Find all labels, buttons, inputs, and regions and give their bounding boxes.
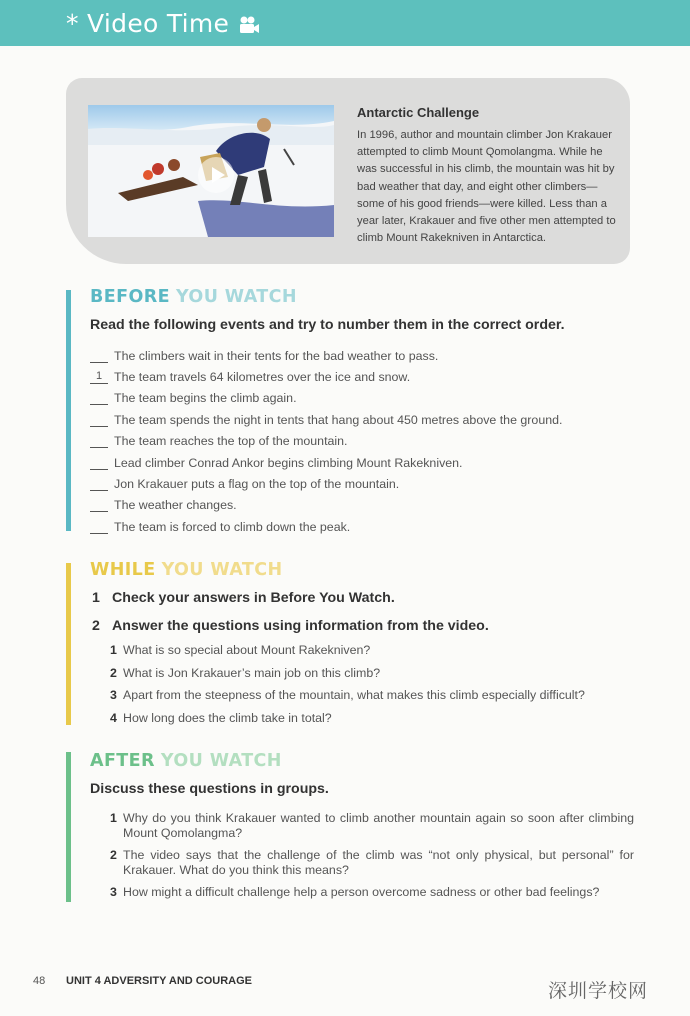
while-questions xyxy=(110,643,585,734)
event-text: The team is forced to climb down the peak. xyxy=(114,519,351,534)
after-section-title xyxy=(90,751,282,771)
unit-label: UNIT 4 ADVERSITY AND COURAGE xyxy=(66,975,253,987)
event-item xyxy=(90,516,562,537)
event-text: The climbers wait in their tents for the bad weather to pass. xyxy=(114,348,439,363)
header-title-wrap xyxy=(66,9,261,38)
question-number: 3 xyxy=(110,688,117,703)
event-item xyxy=(90,431,562,452)
card-body: In 1996, author and mountain climber Jon Krakauer attempted to climb Mount Qomolangma. While he was successful in his climb, the mountain was hit by bad weather that day, and eight other climbers—some of his good friends—were killed. Less than a year later, Krakauer and five other men attempted to climb Mount Rakekniven in Antarctica. xyxy=(357,129,616,245)
watermark: 深圳学校网 xyxy=(548,980,649,1002)
answer-blank[interactable] xyxy=(90,456,108,470)
page-number: 48 xyxy=(33,975,46,987)
event-item xyxy=(90,495,562,516)
event-item xyxy=(90,366,562,387)
header-title: * Video Time xyxy=(66,9,230,38)
question-number: 4 xyxy=(110,711,117,726)
answer-blank[interactable] xyxy=(90,477,108,491)
question-text: Apart from the steepness of the mountain, what makes this climb especially difficult? xyxy=(123,688,585,703)
event-text: The weather changes. xyxy=(114,498,237,513)
before-title-word1: BEFORE xyxy=(90,287,170,307)
step-number: 2 xyxy=(92,618,100,634)
event-text: The team spends the night in tents that hang about 450 metres above the ground. xyxy=(114,412,563,427)
card-title: Antarctic Challenge xyxy=(357,105,480,120)
before-section-title xyxy=(90,287,297,307)
question-item xyxy=(110,711,585,734)
while-section-title xyxy=(90,560,283,580)
video-camera-icon xyxy=(237,13,261,35)
before-section-bar xyxy=(66,290,71,531)
question-item xyxy=(110,643,585,666)
question-item xyxy=(110,885,634,900)
question-item xyxy=(110,688,585,711)
while-step xyxy=(92,618,489,634)
event-item xyxy=(90,409,562,430)
answer-blank[interactable] xyxy=(90,391,108,405)
section-header xyxy=(0,0,690,46)
event-text: Jon Krakauer puts a flag on the top of the mountain. xyxy=(114,477,400,492)
event-item xyxy=(90,452,562,473)
after-section-bar xyxy=(66,752,71,902)
before-title-word2: YOU WATCH xyxy=(175,287,297,307)
answer-blank[interactable] xyxy=(90,349,108,363)
event-item xyxy=(90,388,562,409)
step-text: Check your answers in Before You Watch. xyxy=(112,590,395,606)
question-number: 2 xyxy=(110,665,117,680)
answer-blank[interactable] xyxy=(90,498,108,512)
step-number: 1 xyxy=(92,590,100,606)
while-section-bar xyxy=(66,563,71,725)
answer-blank[interactable]: 1 xyxy=(90,370,108,384)
answer-blank[interactable] xyxy=(90,413,108,427)
question-item xyxy=(110,666,585,689)
while-title-word1: WHILE xyxy=(90,560,156,580)
events-list xyxy=(90,345,562,538)
question-number: 1 xyxy=(110,643,117,657)
question-text: The video says that the challenge of the climb was “not only physical, but personal” for Krakauer. What do you think this means? xyxy=(123,848,634,877)
question-item xyxy=(110,811,634,841)
after-questions xyxy=(110,811,634,900)
question-number: 3 xyxy=(110,885,117,899)
after-instruction: Discuss these questions in groups. xyxy=(90,781,329,797)
after-title-word2: YOU WATCH xyxy=(160,751,282,771)
after-title-word1: AFTER xyxy=(90,751,155,771)
before-instruction: Read the following events and try to number them in the correct order. xyxy=(90,317,565,333)
question-text: How might a difficult challenge help a person overcome sadness or other bad feelings? xyxy=(123,885,600,899)
event-text: Lead climber Conrad Ankor begins climbing Mount Rakekniven. xyxy=(114,455,463,470)
question-text: How long does the climb take in total? xyxy=(123,711,332,726)
play-button[interactable] xyxy=(198,157,234,193)
question-text: What is Jon Krakauer’s main job on this climb? xyxy=(123,665,381,680)
while-step xyxy=(92,590,395,606)
question-text: Why do you think Krakauer wanted to climb another mountain again so soon after climbing Mount Qomolangma? xyxy=(123,811,634,840)
question-text: What is so special about Mount Rakekniven? xyxy=(123,643,371,657)
event-text: The team travels 64 kilometres over the ice and snow. xyxy=(114,370,411,385)
event-text: The team reaches the top of the mountain. xyxy=(114,434,348,449)
question-number: 1 xyxy=(110,811,117,825)
while-title-word2: YOU WATCH xyxy=(161,560,283,580)
video-thumbnail[interactable] xyxy=(88,105,334,237)
event-item xyxy=(90,345,562,366)
question-number: 2 xyxy=(110,848,117,862)
event-item xyxy=(90,473,562,494)
step-text: Answer the questions using information from the video. xyxy=(112,618,489,634)
event-text: The team begins the climb again. xyxy=(114,391,297,406)
answer-blank[interactable] xyxy=(90,434,108,448)
answer-blank[interactable] xyxy=(90,520,108,534)
question-item xyxy=(110,848,634,878)
